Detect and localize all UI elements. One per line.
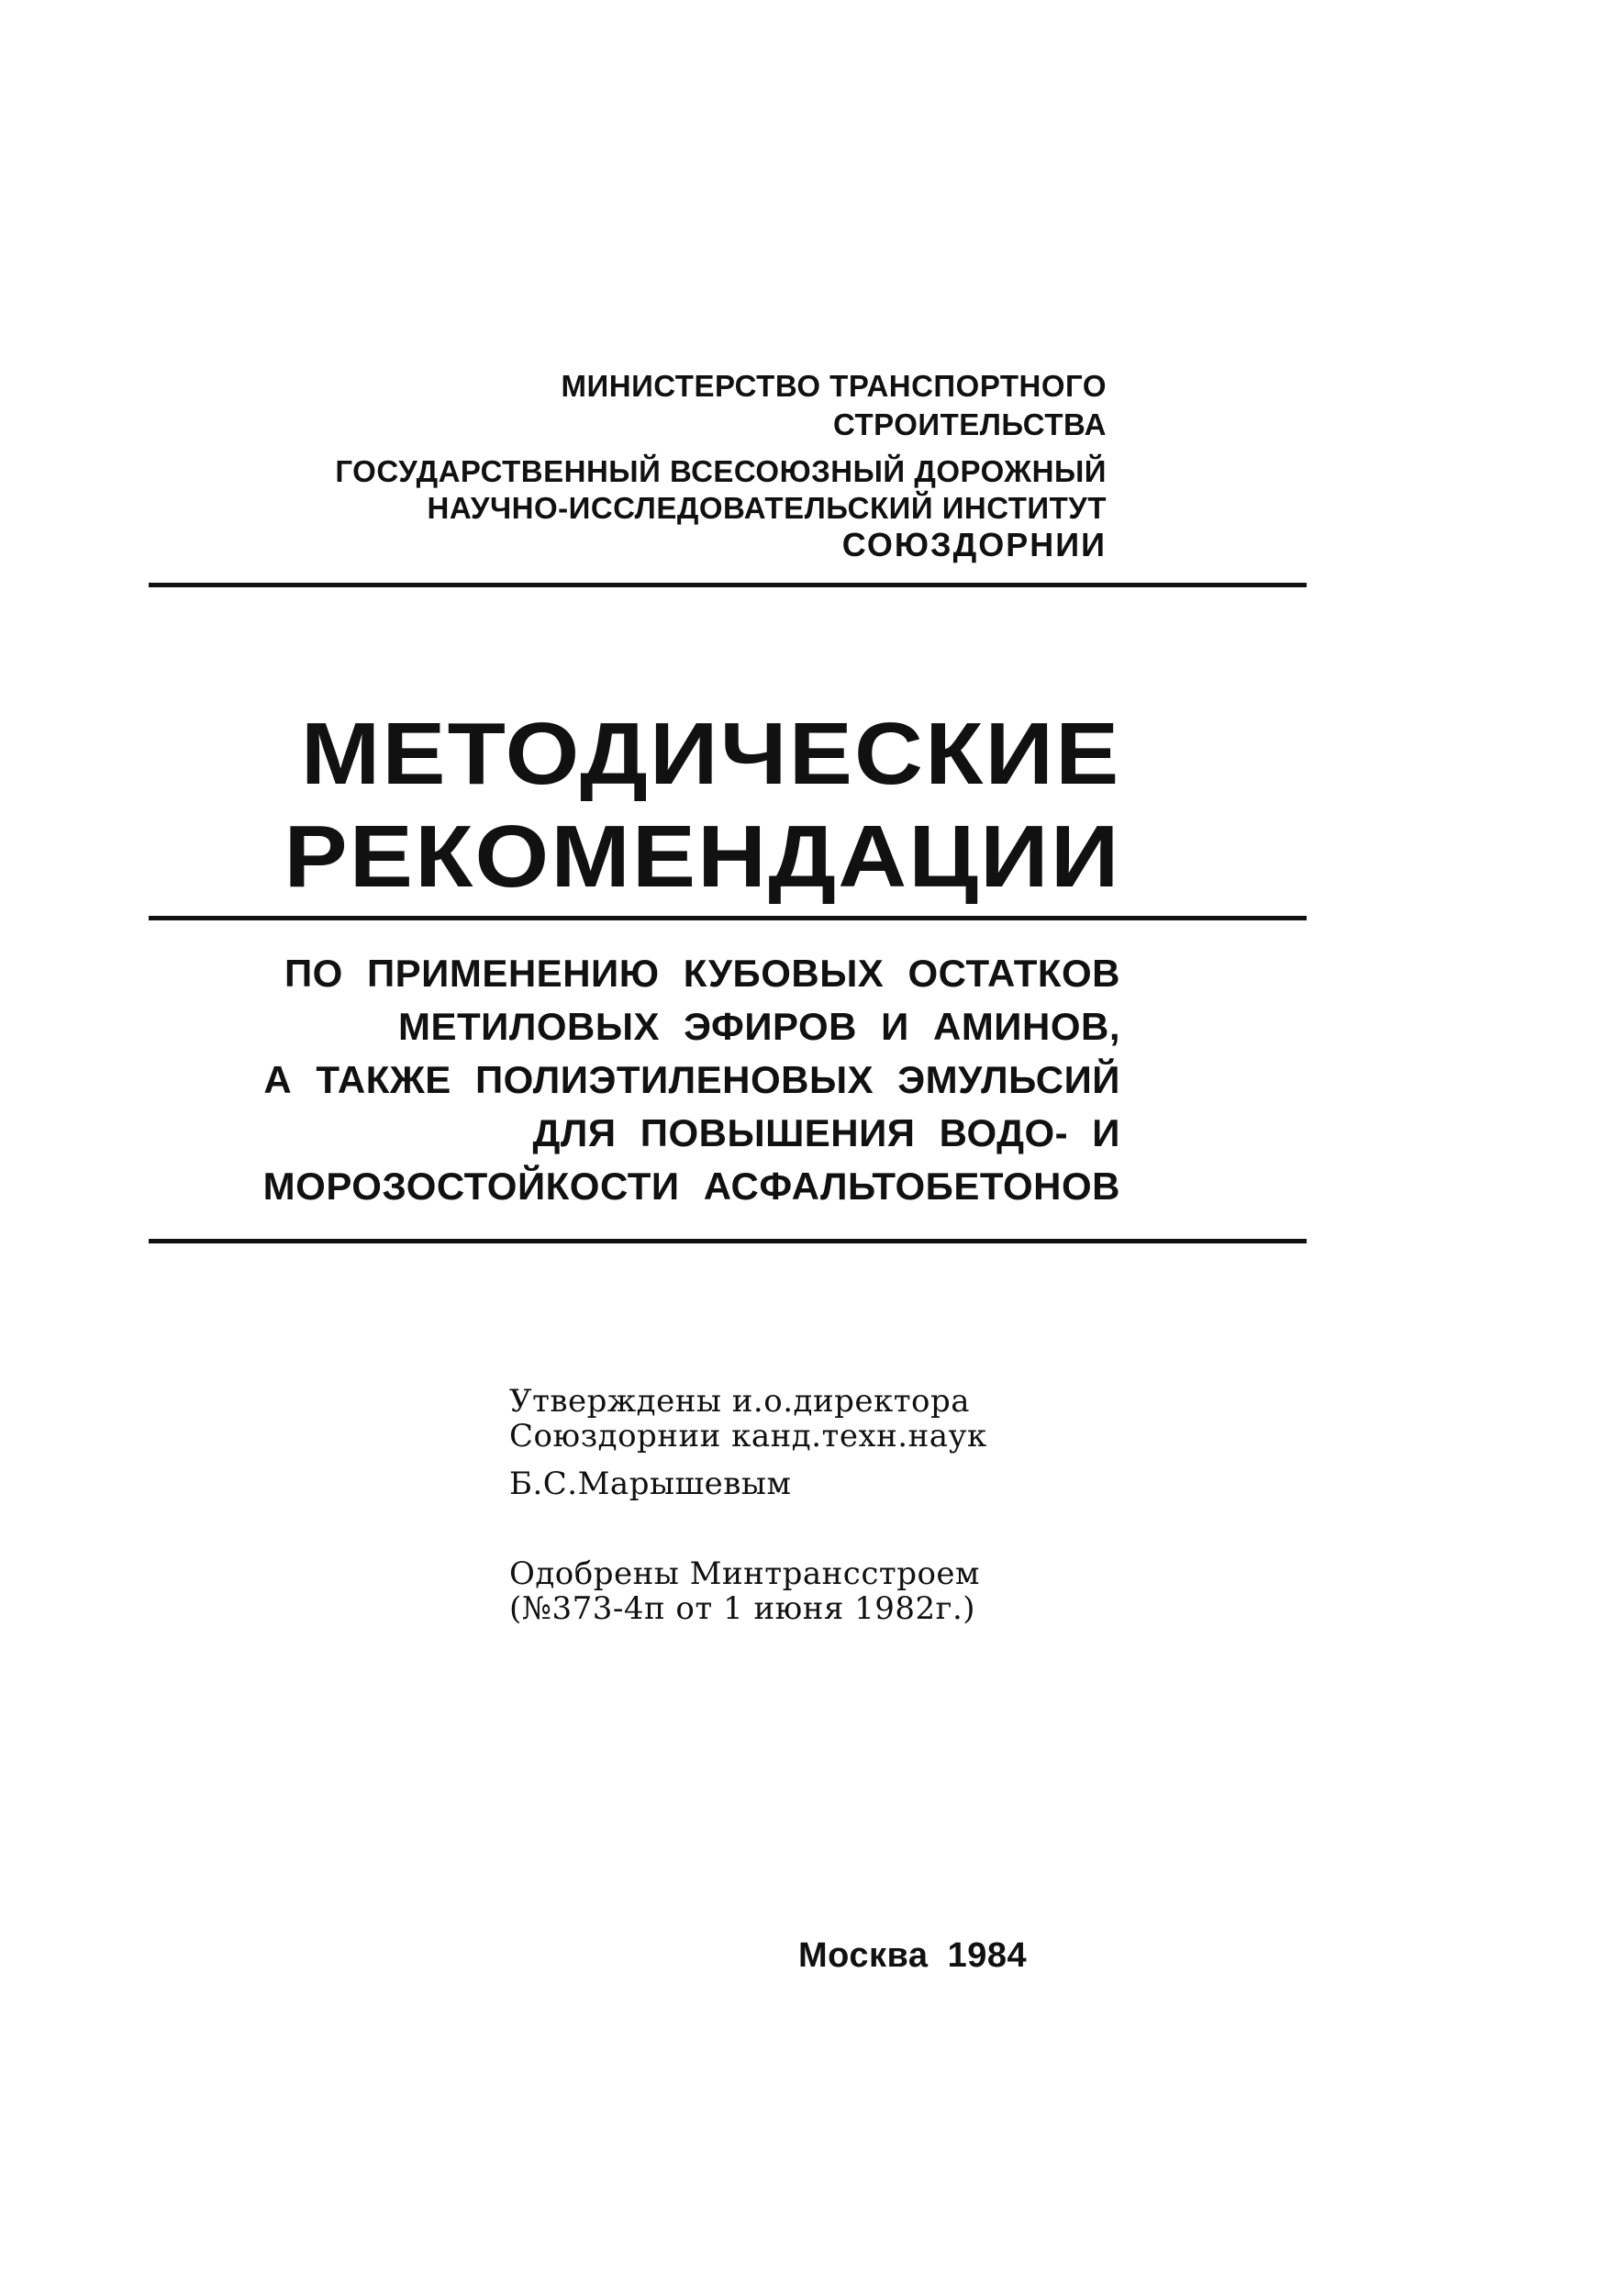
- ministry-line-1: МИНИСТЕРСТВО ТРАНСПОРТНОГО: [561, 369, 1107, 403]
- ministry-line-2: СТРОИТЕЛЬСТВА: [832, 407, 1107, 441]
- decree-note: [509, 1556, 980, 1626]
- approver-name: Б.С.Марышевым: [509, 1466, 792, 1502]
- subtitle-line-4: ДЛЯ ПОВЫШЕНИЯ ВОДО- И: [532, 1111, 1120, 1154]
- imprint: [798, 1936, 1027, 1976]
- subtitle-line-2: МЕТИЛОВЫХ ЭФИРОВ И АМИНОВ,: [398, 1005, 1120, 1048]
- document-subtitle: [263, 947, 1120, 1213]
- subtitle-line-5: МОРОЗОСТОЙКОСТИ АСФАЛЬТОБЕТОНОВ: [262, 1165, 1120, 1208]
- institute-line-2: НАУЧНО-ИССЛЕДОВАТЕЛЬСКИЙ ИНСТИТУТ: [427, 491, 1107, 525]
- document-title: [284, 703, 1120, 908]
- ministry-name: [562, 367, 1107, 444]
- decree-line-1: Одобрены Минтрансстроем: [509, 1555, 980, 1592]
- imprint-city: Москва: [798, 1936, 929, 1975]
- title-line-1: МЕТОДИЧЕСКИЕ: [300, 705, 1121, 803]
- approval-line-2: Союздорнии канд.техн.наук: [509, 1418, 987, 1455]
- approval-line-1: Утверждены и.о.директора: [509, 1383, 971, 1420]
- title-line-2: РЕКОМЕНДАЦИИ: [283, 808, 1120, 906]
- imprint-year: 1984: [947, 1936, 1028, 1975]
- institute-acronym: СОЮЗДОРНИИ: [841, 526, 1107, 563]
- institute-line-1: ГОСУДАРСТВЕННЫЙ ВСЕСОЮЗНЫЙ ДОРОЖНЫЙ: [335, 454, 1107, 488]
- subtitle-line-3: А ТАКЖЕ ПОЛИЭТИЛЕНОВЫХ ЭМУЛЬСИЙ: [263, 1058, 1120, 1101]
- top-divider: [149, 583, 1307, 587]
- approval-note: [509, 1384, 987, 1501]
- subtitle-divider: [149, 1239, 1307, 1243]
- institute-name: [335, 453, 1107, 563]
- title-divider: [149, 916, 1307, 920]
- decree-line-2: (№373-4п от 1 июня 1982г.): [509, 1590, 976, 1627]
- subtitle-line-1: ПО ПРИМЕНЕНИЮ КУБОВЫХ ОСТАТКОВ: [284, 952, 1120, 995]
